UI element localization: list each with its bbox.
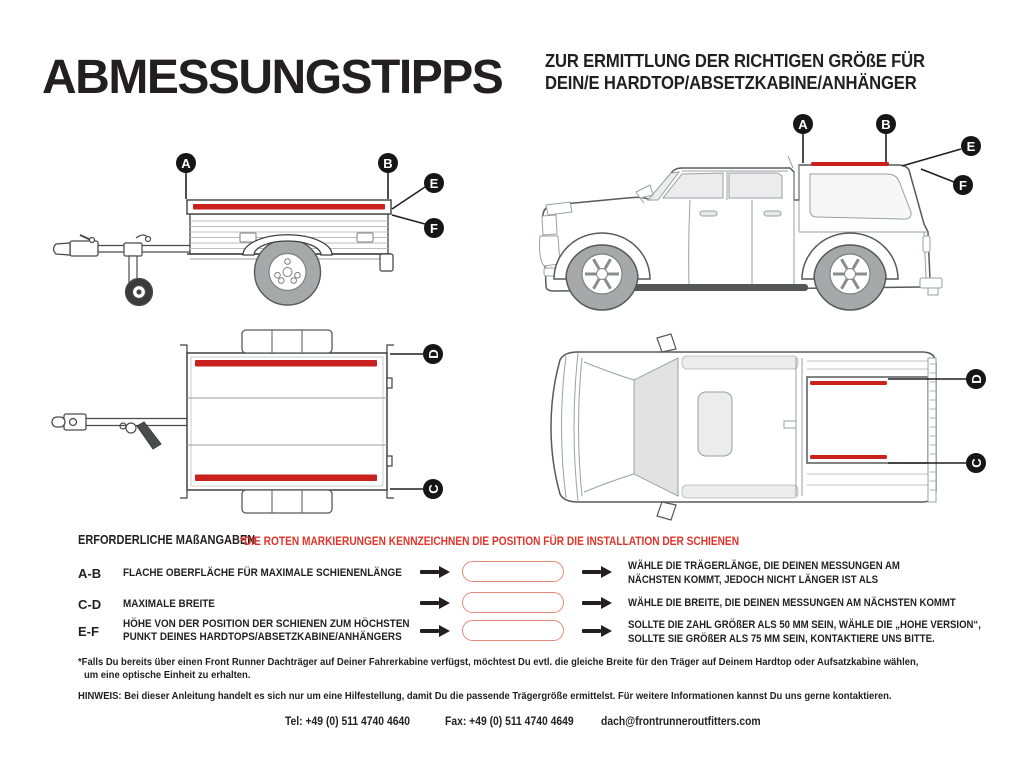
arrow-icon [582, 566, 612, 578]
truck-top-view-diagram [530, 330, 992, 530]
svg-text:D: D [425, 349, 441, 359]
measurement-field-ab[interactable] [462, 561, 564, 582]
truck-top-sunroof [698, 392, 732, 456]
measurement-field-ef[interactable] [462, 620, 564, 641]
trailer-top-drawbar [52, 414, 187, 430]
marker-d-trailer-top [390, 344, 443, 364]
bed-rail-position-stripe-left [810, 381, 887, 385]
row-cd-key: C-D [78, 597, 102, 612]
svg-text:B: B [383, 155, 393, 171]
contact-fax: Fax: +49 (0) 511 4740 4649 [445, 716, 574, 728]
marker-f-truck [921, 169, 973, 195]
page-title: ABMESSUNGSTIPPS [42, 51, 503, 104]
canopy-rail-position-stripe [811, 162, 889, 166]
truck-rocker-panel [622, 284, 808, 291]
row-ef-label-line2: PUNKT DEINES HARDTOPS/ABSETZKABINE/ANHÄNGERS [123, 631, 402, 643]
marker-e-truck [902, 136, 981, 166]
trailer-wheel [255, 239, 321, 305]
row-ef-result [628, 618, 981, 646]
measurement-field-cd[interactable] [462, 592, 564, 613]
hint-text: HINWEIS: Bei dieser Anleitung handelt es sich nur um eine Hilfestellung, damit Du die passende Trägergröße ermittelst. Für weitere Informationen kannst Du uns gerne kontaktieren. [78, 690, 892, 702]
row-ab-key: A-B [78, 566, 102, 581]
svg-text:F: F [959, 177, 967, 193]
svg-text:E: E [429, 175, 439, 191]
contact-email: dach@frontrunneroutfitters.com [601, 716, 761, 728]
red-markings-note: *DIE ROTEN MARKIERUNGEN KENNZEICHNEN DIE POSITION FÜR DIE INSTALLATION DER SCHIENEN [240, 534, 740, 548]
page-subtitle [545, 50, 925, 94]
truck-top-mirror-right [657, 502, 676, 520]
rail-position-stripe-left [195, 360, 377, 367]
row-cd-result [628, 596, 956, 610]
arrow-icon [582, 625, 612, 637]
truck-side-view-diagram [530, 108, 1005, 313]
row-ab-result-line2: NÄCHSTEN KOMMT, JEDOCH NICHT LÄNGER IST ALS [628, 574, 879, 586]
rail-position-stripe [193, 204, 385, 210]
arrow-icon [582, 597, 612, 609]
marker-a-truck [793, 114, 813, 163]
trailer-top-view-diagram [40, 320, 480, 530]
marker-e [392, 173, 444, 209]
contact-tel: Tel: +49 (0) 511 4740 4640 [285, 716, 410, 728]
subtitle-line-1: ZUR ERMITTLUNG DER RICHTIGEN GRÖßE FÜR [545, 50, 925, 71]
row-ab-result-line1: WÄHLE DIE TRÄGERLÄNGE, DIE DEINEN MESSUNGEN AM [628, 560, 900, 572]
arrow-icon [420, 597, 450, 609]
rail-position-stripe-right [195, 475, 377, 482]
footnote-line2: um eine optische Einheit zu erhalten. [84, 669, 251, 681]
measurements-heading: ERFORDERLICHE MAßANGABEN [78, 533, 256, 547]
truck-top-side-window-left [682, 356, 798, 369]
marker-f [392, 215, 444, 238]
truck-top-windshield [634, 358, 678, 496]
marker-b-truck [876, 114, 896, 162]
row-ef-result-line2: SOLLTE SIE GRÖßER ALS 75 MM SEIN, KONTAKTIERE UNS BITTE. [628, 633, 935, 645]
svg-text:E: E [966, 138, 976, 154]
trailer-side-view-diagram [40, 118, 480, 323]
truck-top-mirror-left [657, 334, 676, 352]
svg-text:A: A [798, 116, 808, 132]
marker-c-trailer-top [390, 479, 443, 499]
row-cd-label: MAXIMALE BREITE [123, 598, 215, 610]
marker-a [176, 153, 196, 199]
svg-text:C: C [425, 484, 441, 494]
footnote-line1: *Falls Du bereits über einen Front Runner Dachträger auf Deiner Fahrerkabine verfügst, möchtest Du evtl. die gleiche Breite für den Träger auf Deinem Hardtop oder Aufsatzkabine wählen, [78, 656, 919, 668]
bed-rail-position-stripe-right [810, 455, 887, 459]
row-ef-key: E-F [78, 624, 99, 639]
row-ab-label: FLACHE OBERFLÄCHE FÜR MAXIMALE SCHIENENLÄNGE [123, 567, 402, 579]
truck-top-side-window-right [682, 485, 798, 498]
svg-text:D: D [968, 374, 984, 384]
row-ef-label [123, 618, 410, 644]
arrow-icon [420, 566, 450, 578]
svg-text:C: C [968, 458, 984, 468]
row-cd-result-line1: WÄHLE DIE BREITE, DIE DEINEN MESSUNGEN AM NÄCHSTEN KOMMT [628, 597, 956, 609]
marker-b [378, 153, 398, 199]
svg-text:A: A [181, 155, 191, 171]
row-ef-label-line1: HÖHE VON DER POSITION DER SCHIENEN ZUM HÖCHSTEN [123, 618, 410, 630]
row-ab-result [628, 559, 900, 587]
trailer-top-body [187, 353, 387, 490]
svg-text:F: F [430, 220, 438, 236]
svg-text:B: B [881, 116, 891, 132]
subtitle-line-2: DEIN/E HARDTOP/ABSETZKABINE/ANHÄNGER [545, 72, 917, 93]
row-ef-result-line1: SOLLTE DIE ZAHL GRÖßER ALS 50 MM SEIN, WÄHLE DIE „HOHE VERSION“, [628, 619, 981, 631]
arrow-icon [420, 625, 450, 637]
trailer-hitch-coupler [54, 235, 99, 256]
